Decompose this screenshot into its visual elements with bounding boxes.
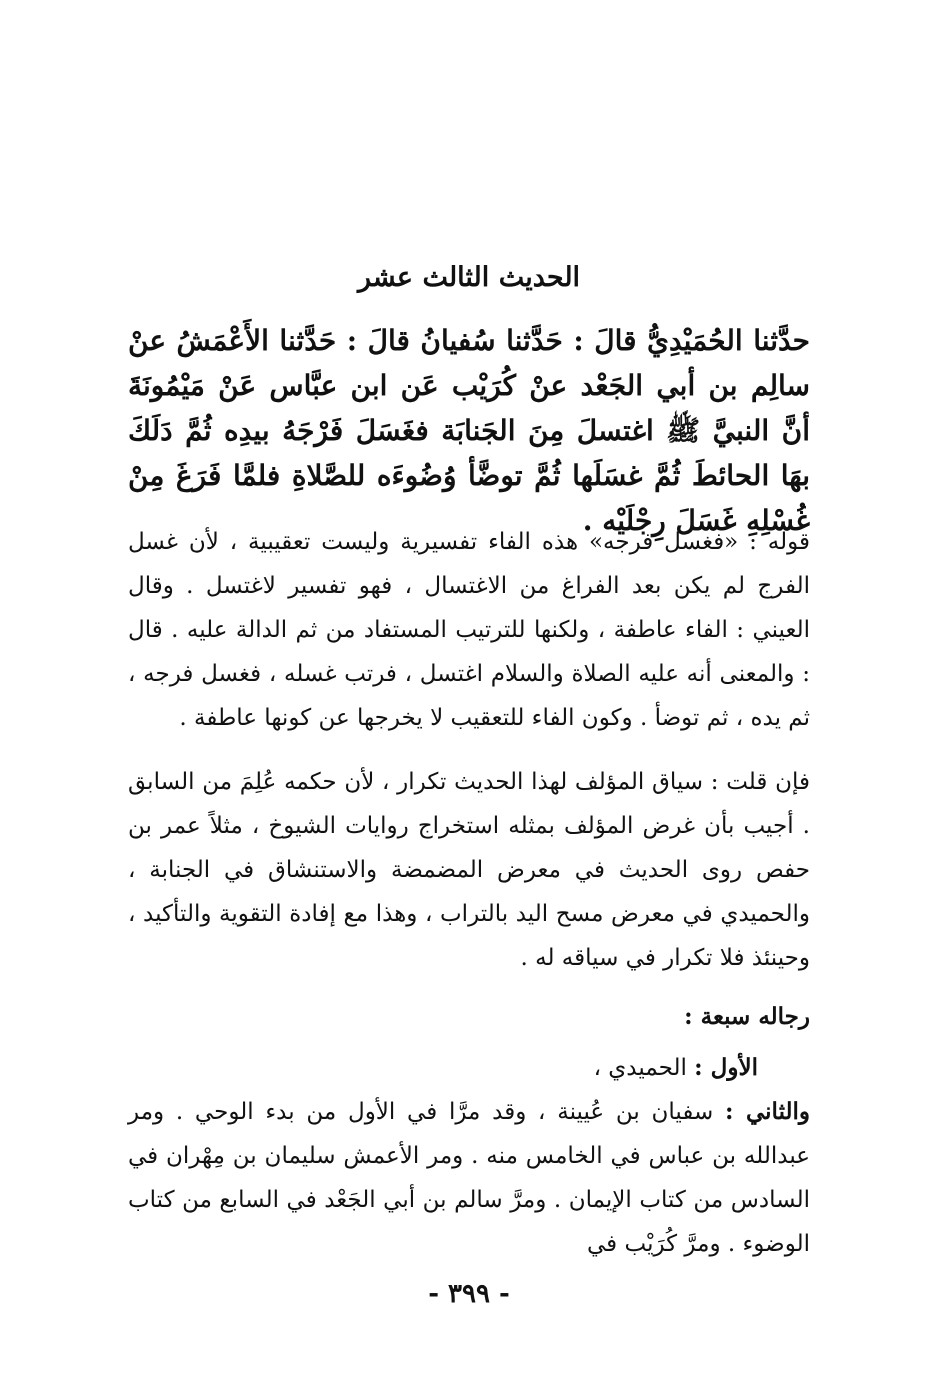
narrator-first <box>128 1046 810 1090</box>
narrator-first-text: الحميدي ، <box>593 1055 687 1081</box>
narrators-heading: رجاله سبعة : <box>684 1003 810 1030</box>
hadith-title: الحديث الثالث عشر <box>357 262 581 293</box>
narrator-first-label: الأول : <box>694 1054 758 1081</box>
hadith-text: حدَّثنا الحُمَيْدِيُّ قالَ : حَدَّثنا سُفيانُ قالَ : حَدَّثنا الأَعْمَشُ عنْ سالِم بن أبي الجَعْد عنْ كُرَيْب عَن ابن عبَّاس عَنْ مَيْمُونَةَ أنَّ النبيَّ ﷺ اغتسلَ مِنَ الجَنابَة فغَسَلَ فَرْجَهُ بيدِه ثُمَّ دَلَكَ بهَا الحائطَ ثُمَّ غسَلَها ثُمَّ توضَّأ وُضُوءَه للصَّلاةِ فلمَّا فَرَغَ مِنْ غُسْلِهِ غَسَلَ رِجْلَيْه . <box>128 324 810 537</box>
commentary-paragraph: قوله : «فغسل فرجه» هذه الفاء تفسيرية وليست تعقيبية ، لأن غسل الفرج لم يكن بعد الفراغ من الاغتسال ، فهو تفسير لاغتسل . وقال العيني : الفاء عاطفة ، ولكنها للترتيب المستفاد من ثم الدالة عليه . قال : والمعنى أنه عليه الصلاة والسلام اغتسل ، فرتب غسله ، فغسل فرجه ، ثم يده ، ثم توضأ . وكون الفاء للتعقيب لا يخرجها عن كونها عاطفة . <box>128 529 810 731</box>
narrator-second-label: والثاني : <box>725 1098 811 1125</box>
narrators-list <box>128 1046 810 1266</box>
question-answer-paragraph: فإن قلت : سياق المؤلف لهذا الحديث تكرار ، لأن حكمه عُلِمَ من السابق . أجيب بأن غرض المؤلف بمثله استخراج روايات الشيوخ ، مثلاً عمر بن حفص روى الحديث في معرض المضمضة والاستنشاق في الجنابة ، والحميدي في معرض مسح اليد بالتراب ، وهذا مع إفادة التقوية والتأكيد ، وحينئذ فلا تكرار في سياقه له . <box>128 769 810 971</box>
narrator-second-text: سفيان بن عُيينة ، وقد مرَّا في الأول من بدء الوحي . ومر عبدالله بن عباس في الخامس منه . ومر الأعمش سليمان بن مِهْران في السادس من كتاب الإيمان . ومرَّ سالم بن أبي الجَعْد في السابع من كتاب الوضوء . ومرَّ كُرَيْب في <box>128 1099 810 1257</box>
page-number: - ٣٩٩ - <box>428 1279 510 1309</box>
narrator-second <box>128 1099 810 1257</box>
